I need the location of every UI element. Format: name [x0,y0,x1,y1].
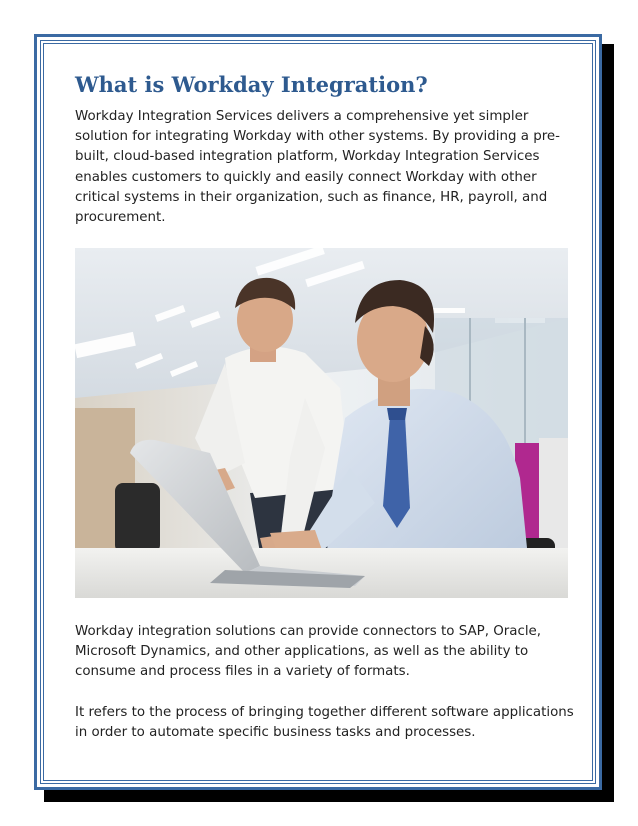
office-photo [75,248,568,598]
connectors-paragraph: Workday integration solutions can provide connectors to SAP, Oracle, Microsoft Dynamics, and other applications, as well as the ability to consume and process files in a variety of formats. [75,624,542,680]
page-title: What is Workday Integration? [75,72,428,97]
office-photo-illustration [75,248,568,598]
definition-paragraph: It refers to the process of bringing together different software applications in order to automate specific business tasks and processes. [75,705,574,741]
intro-paragraph: Workday Integration Services delivers a comprehensive yet simpler solution for integrating Workday with other systems. By providing a pre-built, cloud-based integration platform, Workday Integration Services enables customers to quickly and easily connect Workday with other critical systems in their organization, such as finance, HR, payroll, and procurement. [75,109,560,226]
